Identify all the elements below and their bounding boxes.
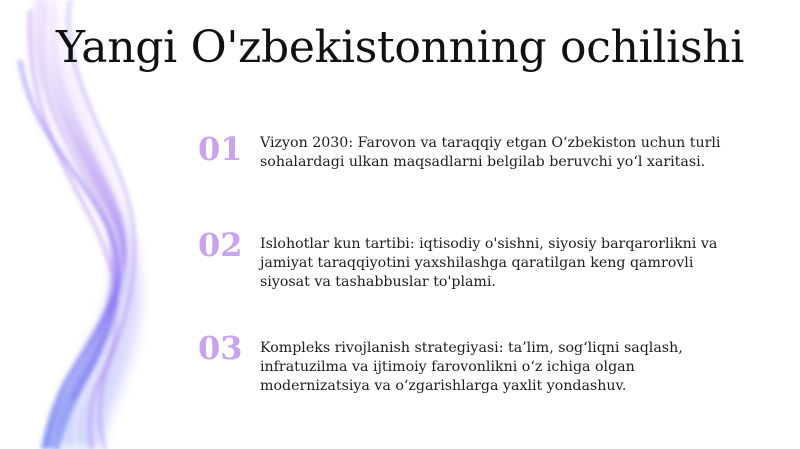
item-text: Kompleks rivojlanish strategiyasi: ta’lim, sog‘liqni saqlash, infratuzilma va ijtimoiy farovonlikni o‘z ichiga olgan modernizatsiya va o‘zgarishlarga yaxlit yondashuv. <box>260 340 683 394</box>
slide-title: Yangi O'zbekistonning ochilishi <box>55 22 745 73</box>
item-text: Islohotlar kun tartibi: iqtisodiy o'sishni, siyosiy barqarorlikni va jamiyat taraqqiyotini yaxshilashga qaratilgan keng qamrovli siyosat va tashabbuslar to'plami. <box>260 236 718 290</box>
item-text: Vizyon 2030: Farovon va taraqqiy etgan O‘zbekiston uchun turli sohalardagi ulkan maqsadlarni belgilab beruvchi yo‘l xaritasi. <box>260 135 721 170</box>
item-number: 02 <box>198 226 243 264</box>
item-number: 01 <box>198 130 243 168</box>
item-number: 03 <box>198 329 243 367</box>
